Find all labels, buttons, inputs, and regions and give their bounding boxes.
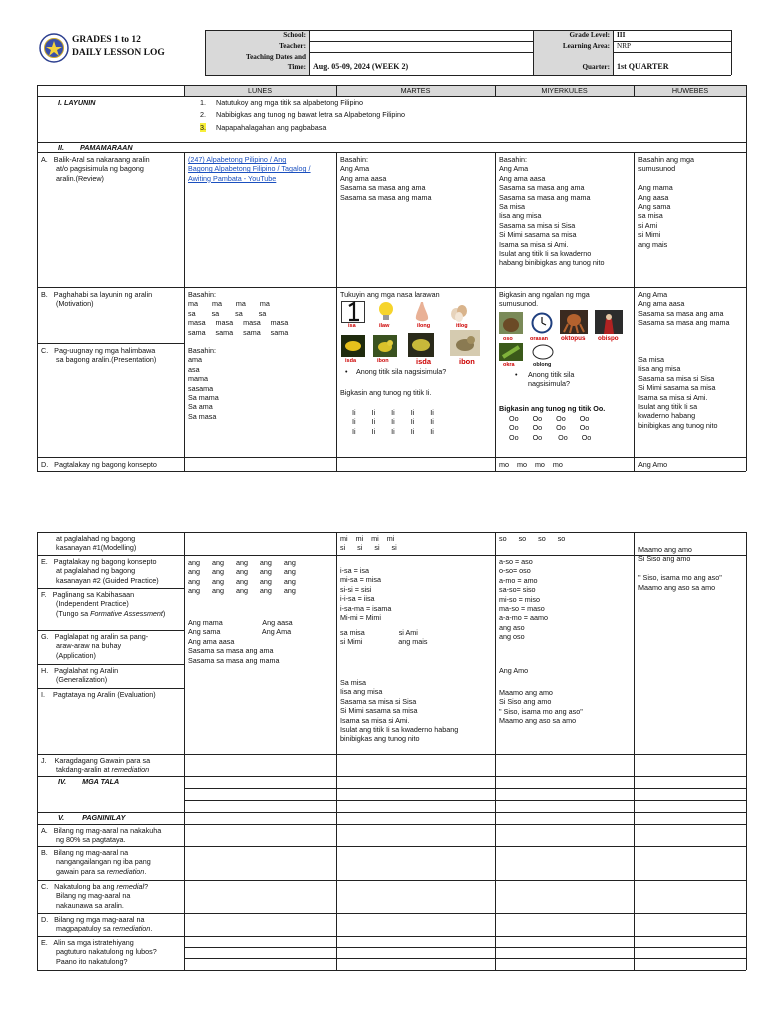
martes-bigkas: Bigkasin ang tunog ng titik Ii. [340,388,432,397]
miyerkules-d-content: mo mo mo mo [499,460,563,469]
miyerkules-a-content: Basahin: Ang Ama Ang ama aasa Sasama sa masa ang ama Sasama sa masa ang mama Sa misa Iisa ang misa Sasama sa misa si Sisa Si Mimi sasama sa misa Isama sa misa si Ami. Isulat ang titik Ii sa kwaderno habang binibigkas ang tunog nito [499,155,605,268]
row-d-label-cont: at paglalahad ng bagong kasanayan #1(Modelling) [56,534,137,553]
pagninilay-e-label: E. Alin sa mga istratehiyang pagtuturo nakatulong ng lubos? Paano ito nakatulong? [41,938,157,966]
day-header-martes: MARTES [400,86,431,95]
miyerkules-e-content: a-so = aso o-so= oso a-mo = amo sa-so= siso mi-so = miso ma-so = maso a-a-mo = aamo ang aso ang oso [499,557,548,642]
bird-picture-2 [450,330,480,356]
dates-value: Aug. 05-09, 2024 (WEEK 2) [313,62,409,71]
pagninilay-c-label: C. Nakatulong ba ang remedial? Bilang ng mag-aaral na nakaunawa sa aralin. [41,882,149,910]
lunes-g-content: Ang mama Ang aasa Ang sama Ang Ama Ang ama aasa Sasama sa masa ang ama Sasama sa masa ang mama [188,618,293,665]
fish-picture [341,335,365,357]
bird-picture [373,335,397,357]
form-title-grades: GRADES 1 to 12 [72,35,141,45]
row-h-label: H. Paglalahat ng Aralin (Generalization) [41,666,119,685]
pamamaraan-label: II. PAMAMARAAN [58,143,133,152]
quarter-label: Quarter: [582,63,610,71]
time-label: Time: [287,63,306,71]
deped-seal-icon [39,33,69,63]
martes-d-content: mi mi mi mi si si si si [340,534,397,553]
pic-label-oblong: oblong [533,362,552,368]
miyerkules-bullet: Anong titik sila nagsisimula? [528,370,575,389]
youtube-link[interactable]: (247) Alpabetong Pilipino / Ang Bagong Alpabetong Filipino / Tagalog / Awiting Pambata - YouTube [188,155,311,183]
eggs-picture [448,301,470,323]
pagninilay-b-label: B. Bilang ng mag-aaral na nangangailangan ng iba pang gawain para sa remediation. [41,848,151,876]
nose-picture [411,301,433,323]
pagninilay-d-label: D. Bilang ng mga mag-aaral na magpapatuloy sa remediation. [41,915,153,934]
pagninilay-label: V. PAGNINILAY [58,813,126,822]
row-i-label: I. Pagtataya ng Aralin (Evaluation) [41,690,156,699]
huwebes-a-content: Basahin ang mga sumusunod Ang mama Ang aasa Ang sama sa misa si Ami si Mimi ang mais [638,155,694,249]
dates-label: Teaching Dates and [245,53,306,61]
bishop-picture [595,310,623,334]
huwebes-d-content: Ang Amo [638,460,668,469]
pic-label-ilaw: ilaw [379,323,390,329]
martes-g-content: sa misa si Ami si Mimi ang mais [340,628,428,647]
school-label: School: [283,31,306,39]
number-one-picture [341,301,365,323]
row-b-label: B. Paghahabi sa layunin ng aralin (Motivation) [41,290,153,309]
pic-label-ilong: ilong [417,323,431,329]
pic-label-oktopus: oktopus [561,335,586,342]
pic-label-obispo: obispo [598,335,619,342]
form-title-dll: DAILY LESSON LOG [72,48,165,58]
pagninilay-a-label: A. Bilang ng mag-aaral na nakakuha ng 80% sa pagtataya. [41,826,162,845]
martes-bullet: Anong titik sila nagsisimula? [356,367,447,376]
fish-picture-2 [408,333,434,357]
pic-label-ibon-2: ibon [459,357,475,366]
martes-b-title: Tukuyin ang mga nasa larawan [340,290,440,299]
layunin-item-2: Nabibigkas ang tunog ng bawat letra sa Alpabetong Filipino [216,110,406,119]
okra-picture [499,343,523,361]
miyerkules-h-content: Ang Amo [499,666,529,675]
miyerkules-b-title: Bigkasin ang ngalan ng mga sumusunod. [499,290,590,309]
row-j-label: J. Karagdagang Gawain para sa takdang-aralin at remediation [41,756,151,775]
clock-picture [531,312,553,334]
miyerkules-i-content: Maamo ang amo Si Siso ang amo " Siso, isama mo ang aso" Maamo ang aso sa amo [499,688,583,726]
ii-practice: Ii Ii Ii Ii Ii Ii Ii Ii Ii Ii Ii Ii Ii Ii Ii [352,408,434,436]
row-c-label: C. Pag-uugnay ng mga halimbawa sa bagong aralin.(Presentation) [41,346,157,365]
area-value: NRP [617,42,631,50]
layunin-item-1: Natutukoy ang mga titik sa alpabetong Filipino [216,98,364,107]
area-label: Learning Area: [562,42,610,50]
mga-tala-label: IV. MGA TALA [58,777,120,786]
lunes-b-content: Basahin: ma ma ma ma sa sa sa sa masa masa masa masa sama sama sama sama [188,290,289,337]
quarter-value: 1st QUARTER [617,62,669,71]
huwebes-b-content: Ang Ama Ang ama aasa Sasama sa masa ang ama Sasama sa masa ang mama [638,290,730,328]
lunes-c-content: Basahin: ama asa mama sasama Sa mama Sa ama Sa masa [188,346,219,421]
miyerkules-d2-content: so so so so [499,534,566,543]
teacher-label: Teacher: [279,42,306,50]
pic-label-isa: isa [348,323,356,329]
martes-e-content: i-sa = isa mi-sa = misa si-si = sisi i-i-sa = iisa i-sa-ma = isama Mi-mi = Mimi [340,566,392,623]
grade-label: Grade Level: [569,31,610,39]
pic-label-isda-2: isda [416,357,432,366]
day-header-miyerkules: MIYERKULES [541,86,588,95]
pic-label-ibon: ibon [377,358,389,364]
pic-label-oso: oso [503,336,513,342]
lunes-ang-drill: ang ang ang ang ang ang ang ang ang ang ang ang ang ang ang ang ang ang ang ang [188,558,296,596]
bear-picture [499,312,523,334]
row-a-label: A. Balik-Aral sa nakaraang aralin at/o pagsisimula ng bagong aralin.(Review) [41,155,150,183]
pic-label-isda: isda [345,358,357,364]
octopus-picture [560,310,588,334]
row-f-label: F. Paglinang sa Kabihasaan (Independent Practice) (Tungo sa Formative Assessment) [41,590,166,618]
row-g-label: G. Paglalapat ng aralin sa pang- araw-araw na buhay (Application) [41,632,149,660]
layunin-label: I. LAYUNIN [58,98,96,107]
martes-a-content: Basahin: Ang Ama Ang ama aasa Sasama sa masa ang ama Sasama sa masa ang mama [340,155,432,202]
pic-label-okra: okra [503,362,515,368]
day-header-huwebes: HUWEBES [671,86,709,95]
pic-label-orasan: orasan [530,336,549,342]
grade-value: III [617,31,626,39]
pic-label-itlog: itlog [456,323,468,329]
day-header-lunes: LUNES [248,86,272,95]
martes-i-content: Sa misa Iisa ang misa Sasama sa misa si Sisa Si Mimi sasama sa misa Isama sa misa si Ami. Isulat ang titik Ii sa kwaderno habang binibigkas ang tunog nito [340,678,459,744]
light-bulb-picture [377,301,395,323]
oval-picture [531,343,555,361]
huwebes-c-content: Sa misa Iisa ang misa Sasama sa misa si Sisa Si Mimi sasama sa misa Isama sa misa si Ami. Isulat ang titik Ii sa kwaderno habang binibigkas ang tunog nito [638,355,718,430]
layunin-item-3: Napapahalagahan ang pagbabasa [216,123,327,132]
miyerkules-bigkas: Bigkasin ang tunog ng titik Oo. [499,404,606,413]
oo-practice: Oo Oo Oo Oo Oo Oo Oo Oo Oo Oo Oo Oo [509,414,592,442]
huwebes-e-content: Maamo ang amo Si Siso ang amo " Siso, isama mo ang aso" Maamo ang aso sa amo [638,545,722,592]
row-d-label: D. Pagtalakay ng bagong konsepto [41,460,157,469]
row-e-label: E. Pagtalakay ng bagong konsepto at paglalahad ng bagong kasanayan #2 (Guided Practice) [41,557,159,585]
